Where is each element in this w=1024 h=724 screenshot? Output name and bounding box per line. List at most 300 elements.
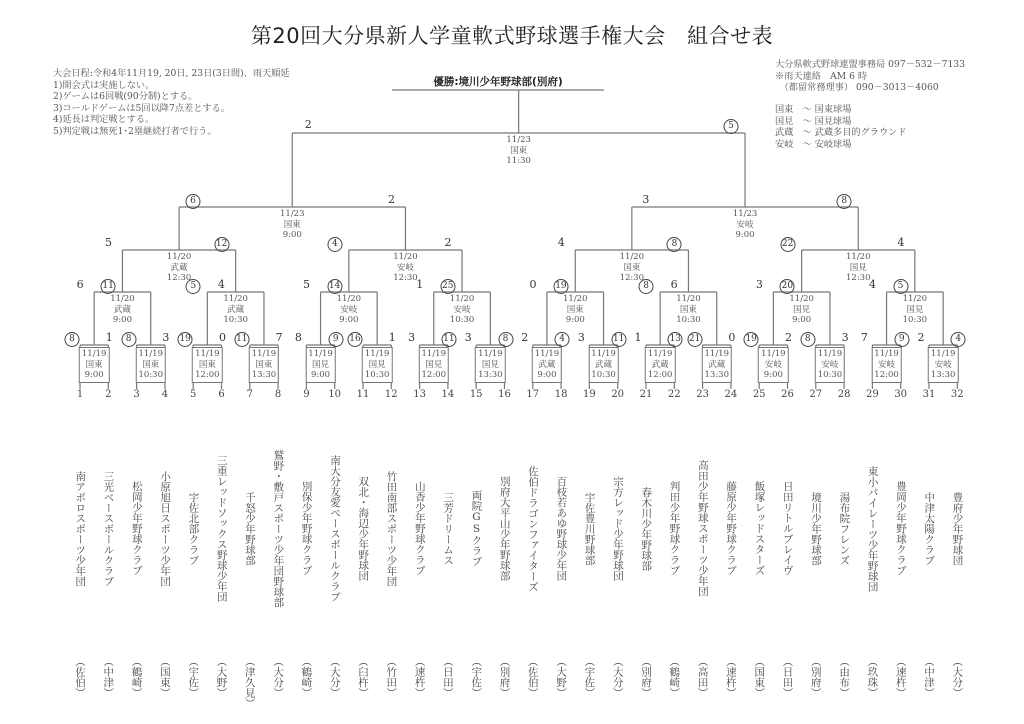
- score-text: 3: [642, 193, 650, 206]
- match-date: 11/20: [619, 252, 645, 262]
- round1-score-right: [611, 331, 626, 347]
- team-town: （大野）: [215, 656, 228, 698]
- match-date: 11/19: [647, 349, 673, 359]
- match-date: 11/19: [930, 349, 956, 359]
- semi-score-right: [837, 193, 852, 209]
- round2-match-info: [903, 294, 928, 326]
- match-venue: 安岐: [736, 219, 754, 230]
- match-time: 10:30: [676, 315, 701, 325]
- team-number: 30: [894, 389, 908, 400]
- team-name: 中津太陽クラブ: [923, 491, 936, 566]
- round2-match-info: [563, 294, 588, 326]
- match-time: 9:00: [311, 370, 331, 380]
- score-winner-circle: 13: [668, 332, 683, 347]
- round2-score-right: [553, 278, 568, 294]
- match-date: 11/20: [110, 294, 135, 304]
- score-winner-circle: 4: [555, 332, 570, 347]
- match-date: 11/19: [138, 349, 163, 359]
- team-entry: [608, 389, 628, 698]
- round2-score-right: [780, 278, 795, 294]
- round1-score-left: [687, 331, 702, 347]
- team-town: （速杵）: [724, 656, 737, 698]
- score-winner-circle: 11: [441, 332, 456, 347]
- team-entry: [353, 389, 373, 698]
- round1-match-info: [758, 347, 789, 383]
- note-rule-3: 3)コールドゲームは5回以降7点差とする。: [53, 102, 230, 114]
- score-winner-circle: 11: [234, 332, 249, 347]
- match-date: 11/23: [280, 209, 305, 219]
- score-text: 3: [408, 331, 416, 344]
- match-date: 11/20: [789, 294, 814, 304]
- score-text: 6: [76, 278, 84, 291]
- team-name: 鷲野・敷戸スポーツ少年団野球部: [272, 449, 285, 608]
- score-winner-circle: 25: [440, 279, 455, 294]
- team-town: （速杵）: [894, 656, 907, 698]
- round1-score-left: [234, 331, 249, 347]
- round1-score-right: [728, 331, 735, 344]
- team-entry: [778, 389, 798, 698]
- team-number: 25: [752, 389, 766, 400]
- round3-score-left: [105, 236, 112, 249]
- score-text: 3: [841, 331, 849, 344]
- score-text: 3: [162, 331, 170, 344]
- match-time: 13:30: [251, 370, 277, 380]
- score-winner-circle: 8: [837, 194, 852, 209]
- score-winner-circle: 4: [327, 237, 342, 252]
- match-time: 12:30: [393, 273, 418, 283]
- team-number: 11: [356, 389, 370, 400]
- match-time: 9:00: [735, 230, 755, 240]
- score-text: 4: [557, 236, 565, 249]
- team-entry: [212, 389, 232, 698]
- team-entry: [438, 389, 458, 698]
- team-town: （大分）: [272, 656, 285, 698]
- team-name: 別保少年野球クラブ: [300, 481, 313, 576]
- team-town: （大分）: [328, 656, 341, 698]
- score-text: 0: [219, 331, 226, 344]
- score-winner-circle: 8: [667, 237, 682, 252]
- team-name: 佐伯ドラゴンファイターズ: [527, 465, 540, 592]
- team-number: 3: [133, 389, 140, 400]
- team-name: 別府大平山少年野球部: [498, 476, 511, 581]
- match-date: 11/19: [364, 349, 390, 359]
- team-name: 宗方レッド少年野球団: [611, 476, 624, 581]
- match-time: 9:00: [84, 370, 104, 380]
- round1-score-right: [106, 331, 113, 344]
- match-venue: 武蔵: [227, 304, 245, 315]
- round1-score-right: [441, 331, 456, 347]
- semi-match-info: [733, 209, 758, 241]
- team-name: 高田少年野球スポーツ少年団: [696, 460, 709, 597]
- team-name: 双北・海辺少年野球団: [357, 476, 370, 581]
- score-text: 3: [755, 278, 763, 291]
- match-venue: 安岐: [396, 262, 414, 273]
- round1-score-left: [861, 331, 868, 344]
- match-date: 11/19: [534, 349, 560, 359]
- match-venue: 武蔵: [170, 262, 188, 273]
- team-number: 5: [190, 389, 197, 400]
- round1-score-left: [521, 331, 528, 344]
- round1-match-info: [249, 347, 280, 383]
- score-text: 5: [104, 236, 112, 249]
- team-town: （宇佐）: [470, 656, 483, 698]
- match-venue: 安岐: [764, 359, 782, 370]
- contact-office: 大分県軟式野球連盟事務局 097－532－7133: [775, 59, 965, 70]
- team-number: 1: [76, 389, 84, 400]
- team-number: 31: [922, 389, 936, 400]
- match-time: 12:30: [619, 273, 645, 283]
- score-text: 8: [294, 331, 302, 344]
- round2-score-left: [529, 278, 536, 291]
- round1-score-right: [389, 331, 396, 344]
- match-time: 12:00: [874, 370, 899, 380]
- team-town: （鶴崎）: [300, 656, 313, 698]
- team-number: 14: [441, 389, 455, 400]
- round3-match-info: [167, 252, 192, 284]
- match-venue: 国東: [623, 262, 641, 273]
- round1-match-info: [815, 347, 846, 383]
- round1-score-left: [578, 331, 585, 344]
- semi-score-right: [388, 193, 395, 206]
- team-town: （別府）: [640, 656, 652, 698]
- match-venue: 国見: [368, 359, 386, 370]
- score-winner-circle: 6: [186, 194, 201, 209]
- team-name: 豊府少年野球団: [951, 491, 964, 566]
- round3-match-info: [846, 252, 871, 284]
- round2-score-right: [218, 278, 225, 291]
- team-town: （速杵）: [413, 656, 426, 698]
- round1-match-info: [136, 347, 167, 383]
- match-date: 11/20: [336, 294, 362, 304]
- team-town: （大分）: [611, 656, 624, 698]
- match-time: 9:00: [339, 315, 359, 325]
- round2-score-right: [327, 278, 342, 294]
- team-number: 21: [639, 389, 653, 400]
- score-text: 1: [634, 331, 642, 344]
- round1-score-left: [295, 331, 302, 344]
- team-town: （宇佐）: [187, 656, 200, 698]
- round1-score-right: [555, 331, 570, 347]
- team-name: 三芳ドリームス: [442, 491, 455, 566]
- team-entry: [636, 389, 656, 698]
- team-number: 12: [384, 389, 398, 400]
- final-match-info: [506, 135, 531, 167]
- round1-score-left: [800, 331, 815, 347]
- match-date: 11/23: [506, 135, 531, 145]
- round1-score-right: [785, 331, 792, 344]
- round1-score-right: [951, 331, 966, 347]
- match-time: 9:00: [112, 315, 132, 325]
- match-date: 11/20: [393, 252, 418, 262]
- score-winner-circle: 20: [780, 279, 795, 294]
- team-entry: [98, 389, 118, 698]
- score-text: 2: [304, 118, 312, 131]
- semi-score-left: [186, 193, 201, 209]
- match-venue: 武蔵: [651, 359, 669, 370]
- round1-match-info: [475, 347, 506, 383]
- score-text: 1: [105, 331, 113, 344]
- match-date: 11/20: [846, 252, 871, 262]
- match-venue: 国見: [793, 304, 811, 315]
- team-town: （由布）: [838, 656, 851, 698]
- team-entry: [127, 389, 147, 698]
- team-town: （佐伯）: [74, 656, 86, 698]
- round1-score-left: [465, 331, 472, 344]
- match-venue: 安岐: [453, 304, 471, 315]
- note-schedule: 大会日程:令和4年11月19, 20日, 23日(3日間)、雨天順延: [53, 68, 290, 79]
- score-winner-circle: 19: [744, 332, 759, 347]
- round1-score-right: [219, 331, 226, 344]
- score-winner-circle: 5: [893, 279, 908, 294]
- match-time: 10:30: [223, 315, 248, 325]
- team-name: 豊岡少年野球クラブ: [894, 481, 907, 576]
- match-time: 11:30: [506, 156, 531, 166]
- team-number: 22: [667, 389, 681, 400]
- score-text: 6: [670, 278, 678, 291]
- team-town: （別府）: [498, 656, 511, 698]
- team-number: 7: [246, 389, 253, 400]
- score-text: 7: [275, 331, 283, 344]
- score-text: 1: [388, 331, 396, 344]
- match-venue: 安岐: [878, 359, 896, 370]
- score-winner-circle: 8: [800, 332, 815, 347]
- match-date: 11/20: [902, 294, 928, 304]
- match-date: 11/20: [563, 294, 588, 304]
- round2-match-info: [110, 294, 135, 326]
- team-entry: [579, 389, 599, 698]
- team-number: 27: [809, 389, 823, 400]
- team-entry: [551, 389, 571, 698]
- match-venue: 国東: [255, 359, 273, 370]
- match-venue: 安岐: [821, 359, 839, 370]
- round1-match-info: [419, 347, 450, 383]
- match-time: 13:30: [704, 370, 729, 380]
- score-winner-circle: 21: [687, 332, 702, 347]
- team-name: 境川少年野球部: [810, 491, 823, 566]
- team-name: 南アポロスポーツ少年団: [74, 470, 87, 587]
- round1-match-info: [928, 347, 959, 383]
- match-date: 11/19: [478, 349, 503, 359]
- note-rule-4: 4)延長は判定戦とする。: [53, 114, 155, 125]
- match-venue: 国東: [85, 359, 103, 370]
- round1-score-left: [918, 331, 925, 344]
- team-name: 竹田南部スポーツ少年団: [385, 470, 398, 587]
- team-town: （鶴崎）: [668, 656, 681, 698]
- round1-match-info: [305, 347, 336, 383]
- match-date: 11/20: [449, 294, 475, 304]
- team-name: 両院GSクラブ: [470, 490, 483, 567]
- team-town: （宇佐）: [583, 656, 596, 698]
- team-number: 24: [724, 389, 738, 400]
- match-date: 11/19: [591, 349, 616, 359]
- team-name: 日田リトルブレイヴ: [781, 481, 794, 576]
- score-winner-circle: 5: [724, 119, 739, 134]
- score-text: 0: [529, 278, 537, 291]
- team-number: 26: [781, 389, 794, 400]
- score-winner-circle: 19: [553, 279, 568, 294]
- round1-match-info: [192, 347, 223, 383]
- round2-score-left: [303, 278, 310, 291]
- team-entry: [721, 389, 741, 698]
- round3-match-info: [620, 252, 645, 284]
- team-entry: [268, 389, 288, 698]
- team-town: （国東）: [753, 656, 766, 698]
- score-text: 0: [728, 331, 736, 344]
- match-time: 9:00: [763, 370, 783, 380]
- match-venue: 国東: [142, 359, 160, 370]
- match-venue: 国東: [283, 219, 301, 230]
- semi-score-left: [642, 193, 649, 206]
- round1-match-info: [871, 347, 902, 383]
- round3-score-left: [327, 236, 342, 252]
- team-entry: [183, 389, 203, 698]
- match-date: 11/23: [732, 209, 758, 219]
- score-text: 2: [444, 236, 452, 249]
- score-winner-circle: 12: [214, 237, 229, 252]
- round1-score-right: [162, 331, 169, 344]
- match-venue: 国見: [312, 359, 330, 370]
- team-entry: [693, 389, 713, 698]
- match-time: 12:00: [421, 370, 446, 380]
- team-entry: [381, 389, 401, 698]
- score-winner-circle: 8: [498, 332, 513, 347]
- team-entry: [70, 389, 90, 698]
- team-entry: [806, 389, 826, 698]
- match-venue: 国見: [425, 359, 443, 370]
- team-number: 8: [274, 389, 282, 400]
- venue-kunisaki: 国東 ～ 国東球場: [775, 104, 852, 115]
- match-date: 11/19: [421, 349, 446, 359]
- team-name: 千怒少年野球部: [244, 491, 257, 566]
- team-town: （佐伯）: [526, 656, 539, 698]
- round1-score-right: [276, 331, 283, 344]
- team-town: （高田）: [696, 656, 709, 698]
- note-rule-2: 2)ゲームは6回戦(90分制)とする。: [53, 91, 198, 102]
- score-winner-circle: 11: [611, 332, 626, 347]
- round1-match-info: [362, 347, 393, 383]
- match-date: 11/20: [676, 294, 701, 304]
- team-name: 飯塚レッドスターズ: [753, 481, 766, 576]
- team-number: 18: [554, 389, 568, 400]
- round1-score-left: [121, 331, 136, 347]
- team-town: （国東）: [158, 656, 171, 698]
- team-town: （日田）: [441, 656, 454, 698]
- score-text: 2: [387, 193, 395, 206]
- score-text: 3: [464, 331, 472, 344]
- score-winner-circle: 11: [101, 279, 116, 294]
- team-number: 28: [837, 389, 851, 400]
- match-venue: 武蔵: [708, 359, 726, 370]
- score-winner-circle: 19: [178, 332, 193, 347]
- match-date: 11/20: [166, 252, 192, 262]
- team-entry: [523, 389, 543, 698]
- match-time: 12:00: [647, 370, 673, 380]
- match-time: 12:30: [166, 273, 192, 283]
- round1-score-right: [668, 331, 683, 347]
- team-entry: [862, 389, 882, 698]
- team-number: 2: [105, 389, 112, 400]
- round1-score-left: [635, 331, 642, 344]
- team-town: （別府）: [809, 656, 822, 698]
- team-town: （竹田）: [385, 656, 398, 698]
- team-entry: [240, 389, 260, 709]
- score-winner-circle: 8: [121, 332, 136, 347]
- team-number: 16: [498, 389, 511, 400]
- team-name: 判田少年野球クラブ: [668, 481, 681, 576]
- team-entry: [296, 389, 316, 698]
- team-number: 10: [328, 389, 342, 400]
- note-rule-5: 5)判定戦は無死1･2塁継続打者で行う。: [53, 125, 217, 137]
- team-name: 三重レッドソックス野球少年団: [215, 455, 228, 602]
- score-text: 1: [416, 278, 424, 291]
- match-date: 11/20: [223, 294, 248, 304]
- round1-match-info: [702, 347, 733, 383]
- match-time: 10:30: [902, 315, 928, 325]
- champion-label: 優勝:境川少年野球部(別府): [433, 76, 563, 88]
- round3-score-right: [445, 236, 452, 249]
- round3-score-left: [558, 236, 565, 249]
- team-entry: [410, 389, 430, 698]
- score-winner-circle: 8: [65, 332, 80, 347]
- team-number: 13: [413, 389, 426, 400]
- match-venue: 武蔵: [113, 304, 131, 315]
- round2-score-right: [440, 278, 455, 294]
- team-town: （中津）: [102, 656, 115, 698]
- match-time: 13:30: [930, 370, 956, 380]
- round3-score-right: [897, 236, 904, 249]
- team-number: 6: [218, 389, 225, 400]
- team-number: 20: [611, 389, 625, 400]
- match-date: 11/19: [817, 349, 843, 359]
- score-text: 4: [869, 278, 877, 291]
- team-entry: [664, 389, 684, 698]
- score-text: 4: [217, 278, 225, 291]
- score-text: 4: [897, 236, 905, 249]
- match-time: 9:00: [537, 370, 557, 380]
- team-number: 23: [696, 389, 709, 400]
- round1-score-left: [65, 331, 80, 347]
- round2-match-info: [450, 294, 475, 326]
- round3-score-left: [780, 236, 795, 252]
- team-town: （臼杵）: [357, 656, 369, 698]
- team-name: 宇佐豊川野球部: [583, 491, 596, 566]
- round2-score-right: [893, 278, 908, 294]
- match-time: 13:30: [478, 370, 503, 380]
- team-number: 4: [161, 389, 169, 400]
- match-date: 11/19: [874, 349, 899, 359]
- match-venue: 国見: [906, 304, 924, 315]
- match-venue: 国見: [849, 262, 867, 273]
- score-text: 5: [303, 278, 311, 291]
- team-name: 松岡少年野球クラブ: [130, 481, 143, 576]
- score-winner-circle: 9: [328, 332, 343, 347]
- team-name: 小原旭日スポーツ少年団: [159, 470, 172, 587]
- team-town: （玖珠）: [866, 656, 879, 698]
- match-venue: 国東: [566, 304, 584, 315]
- round1-match-info: [532, 347, 563, 383]
- page-title: 第20回大分県新人学童軟式野球選手権大会 組合せ表: [250, 24, 774, 48]
- team-town: （中津）: [923, 656, 935, 698]
- round2-match-info: [676, 294, 701, 326]
- match-venue: 国東: [679, 304, 697, 315]
- score-winner-circle: 22: [780, 237, 795, 252]
- score-text: 7: [860, 331, 868, 344]
- round3-score-right: [214, 236, 229, 252]
- team-entry: [325, 389, 345, 698]
- round2-score-right: [671, 278, 678, 291]
- team-town: （鶴崎）: [130, 656, 143, 698]
- round3-score-right: [667, 236, 682, 252]
